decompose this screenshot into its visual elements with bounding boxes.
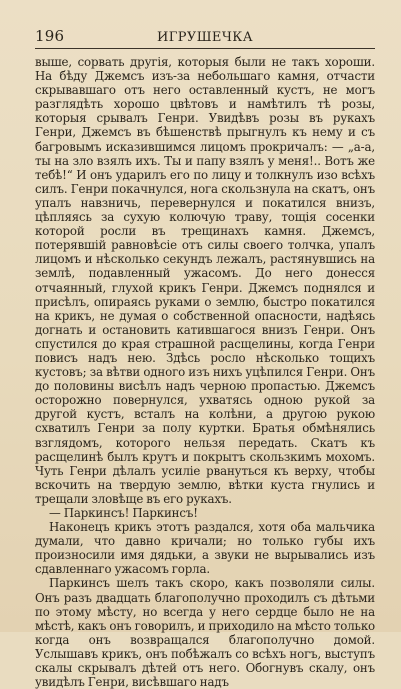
running-head: ИГРУШЕЧКА (157, 30, 253, 45)
paragraph: выше, сорвать другія, которыя были не такъ хороши. На бѣду Джемсъ изъ-за небольшаго камня, отчасти скрывавшаго отъ него оставленный кустъ, не могъ разглядѣть хорошо цвѣтовъ и намѣтилъ тѣ розы, которыя срывалъ Генри. Увидѣвъ розы въ рукахъ Генри, Джемсъ въ бѣшенствѣ прыгнулъ къ нему и съ багровымъ исказившимся лицомъ прокричалъ: — „а-а, ты на зло взялъ ихъ. Ты и папу взялъ у меня!.. Вотъ же тебѣ!“ И онъ ударилъ его по лицу и толкнулъ изо всѣхъ силъ. Генри покачнулся, нога скользнула на скатъ, онъ упалъ навзничь, перевернулся и покатился внизъ, цѣпляясь за сухую колючую траву, тощія сосенки которой росли въ трещинахъ камня. Джемсъ, потерявшій равновѣсіе отъ силы своего толчка, упалъ лицомъ и нѣсколько секундъ лежалъ, растянувшись на землѣ, подавленный ужасомъ. До него донесся отчаянный, глухой крикъ Генри. Джемсъ поднялся и присѣлъ, опираясь руками о землю, быстро покатился на крикъ, не думая о собственной опасности, надѣясь догнать и остановить катившагося внизъ Генри. Онъ спустился до края страшной расщелины, когда Генри повисъ надъ нею. Здѣсь росло нѣсколько тощихъ кустовъ; за вѣтви одного изъ нихъ уцѣпился Генри. Онъ до половины висѣлъ надъ черною пропастью. Джемсъ осторожно повернулся, ухватясь одною рукой за другой кустъ, всталъ на колѣни, а другою рукою схватилъ Генри за полу куртки. Братья обмѣнялись взглядомъ, которого нельзя передать. Скатъ къ расщелинѣ былъ крутъ и покрытъ скользкимъ мохомъ. Чуть Генри дѣлалъ усиліе рвануться къ верху, чтобы вскочить на твердую землю, вѣтки куста гнулись и трещали зловѣще въ его рукахъ. (35, 55, 375, 506)
paragraph: Наконецъ крикъ этотъ раздался, хотя оба мальчика думали, что давно кричали; но только губы ихъ произносили имя дядьки, а звуки не вырывались изъ сдавленнаго ужасомъ горла. (35, 520, 375, 577)
paragraph: Паркинсъ шелъ такъ скоро, какъ позволяли силы. Онъ разъ двадцать благополучно проходилъ съ дѣтьми по этому мѣсту, но всегда у него сердце было не на мѣстѣ, какъ онъ говорилъ, и приходило на мѣсто только когда онъ возвращался благополучно домой. Услышавъ крикъ, онъ побѣжалъ со всѣхъ ногъ, выступъ скалы скрывалъ дѣтей отъ него. Обогнувъ скалу, онъ увидѣлъ Генри, висѣвшаго надъ (35, 576, 375, 689)
page-header (35, 26, 375, 49)
paragraph-dialogue: — Паркинсъ! Паркинсъ! (49, 506, 198, 520)
page-number: 196 (35, 27, 65, 45)
body-text (35, 55, 375, 689)
